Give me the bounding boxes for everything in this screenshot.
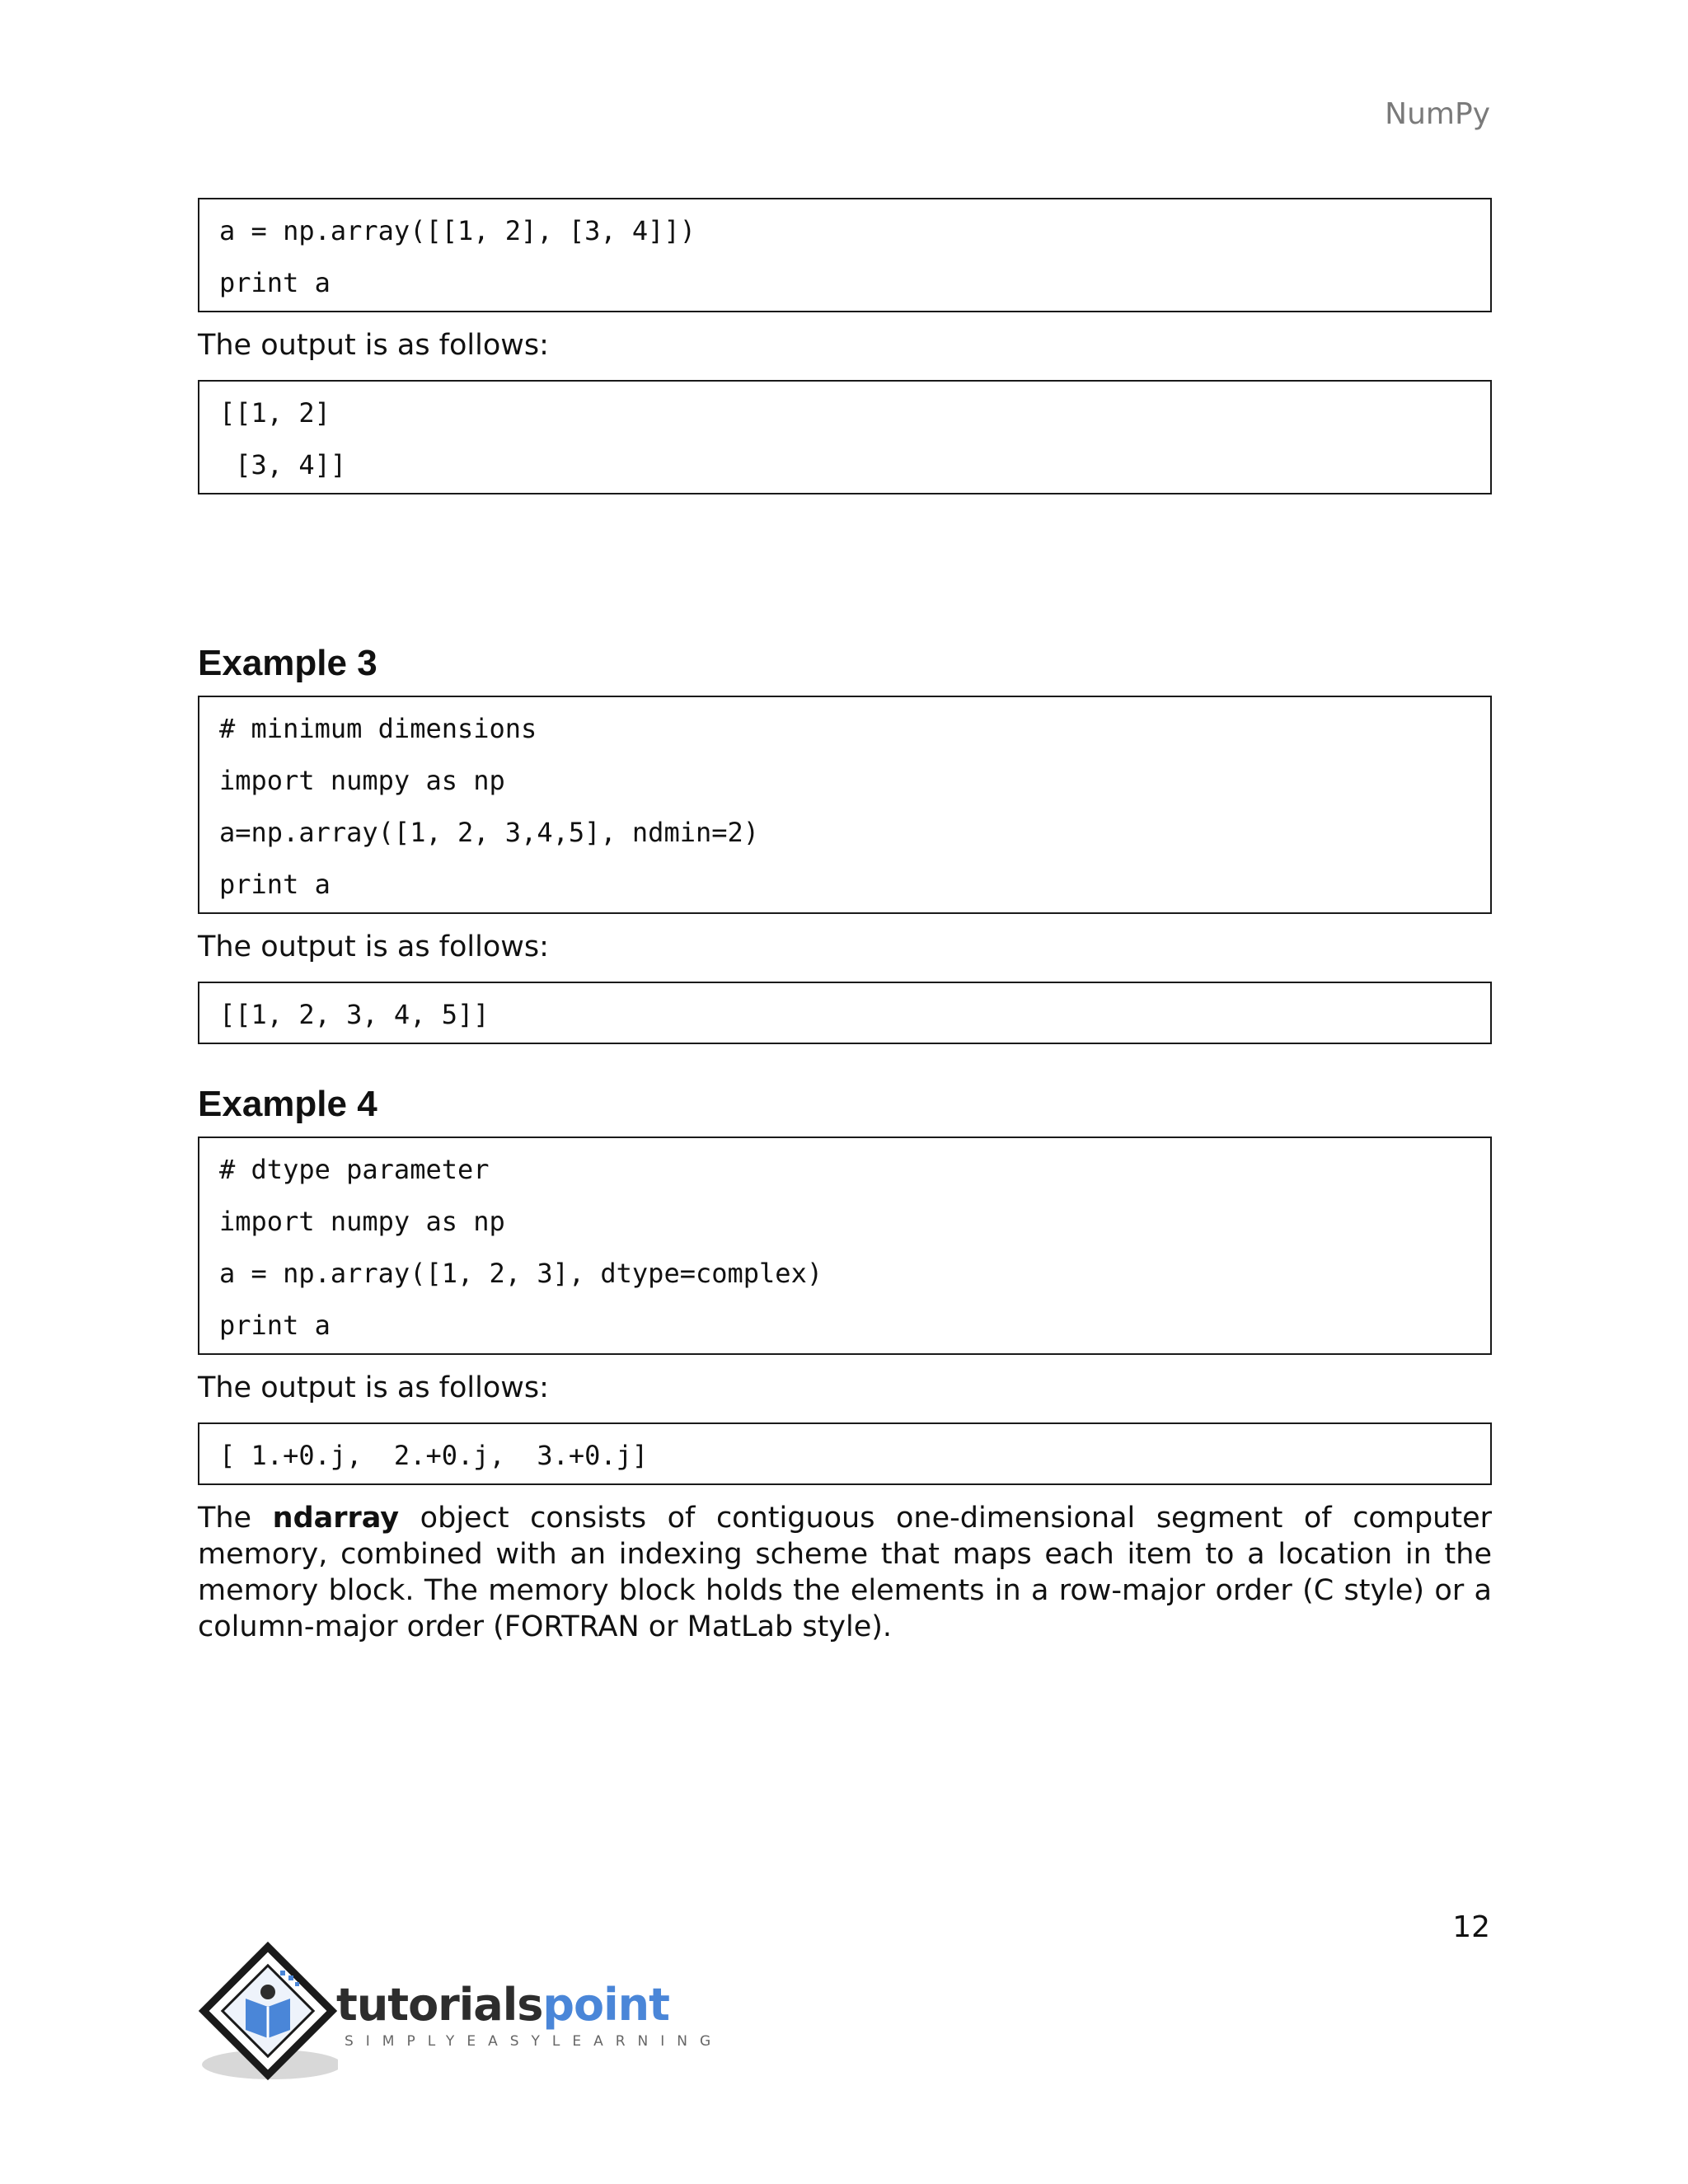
running-header: NumPy xyxy=(1385,97,1490,131)
output-line: [ 1.+0.j, 2.+0.j, 3.+0.j] xyxy=(219,1440,649,1471)
code-block-example-4 xyxy=(198,1137,1492,1355)
logo-word-tutorials: tutorials xyxy=(336,1979,543,2031)
output-label: The output is as follows: xyxy=(198,930,549,963)
output-block-example-4 xyxy=(198,1422,1492,1485)
output-block-example-3 xyxy=(198,982,1492,1044)
output-line: [3, 4]] xyxy=(219,449,347,480)
logo-wordmark xyxy=(336,1980,669,2030)
logo-word-point: point xyxy=(542,1979,669,2031)
code-line: print a xyxy=(219,267,331,298)
page-number: 12 xyxy=(1452,1910,1490,1944)
output-line: [[1, 2] xyxy=(219,397,331,429)
output-block-array-2d xyxy=(198,380,1492,494)
example-3-heading: Example 3 xyxy=(198,643,377,683)
code-line: import numpy as np xyxy=(219,765,505,796)
paragraph-prefix: The xyxy=(198,1502,273,1535)
page-content xyxy=(198,198,1492,1645)
tutorialspoint-logo xyxy=(198,1941,724,2089)
code-block-example-3 xyxy=(198,696,1492,914)
logo-tagline: SIMPLYEASYLEARNING xyxy=(345,2033,724,2050)
code-line: import numpy as np xyxy=(219,1206,505,1237)
code-line: # minimum dimensions xyxy=(219,713,537,744)
ndarray-term: ndarray xyxy=(272,1502,400,1535)
logo-emblem-icon xyxy=(198,1941,338,2089)
code-line: a = np.array([[1, 2], [3, 4]]) xyxy=(219,215,696,246)
output-label: The output is as follows: xyxy=(198,1371,549,1404)
code-line: a=np.array([1, 2, 3,4,5], ndmin=2) xyxy=(219,817,760,848)
paragraph-rest: object consists of contiguous one-dimensional segment of computer memory, combined with an indexing scheme that maps each item to a location in the memory block. The memory block holds the elements in a row-major order (C style) or a column-major order (FORTRAN or MatLab style). xyxy=(198,1502,1492,1643)
output-line: [[1, 2, 3, 4, 5]] xyxy=(219,999,490,1030)
output-label: The output is as follows: xyxy=(198,329,549,362)
code-block-array-2d xyxy=(198,198,1492,312)
code-line: print a xyxy=(219,1310,331,1341)
code-line: # dtype parameter xyxy=(219,1154,490,1185)
ndarray-description xyxy=(198,1500,1492,1645)
code-line: print a xyxy=(219,869,331,900)
code-line: a = np.array([1, 2, 3], dtype=complex) xyxy=(219,1258,823,1289)
example-4-heading: Example 4 xyxy=(198,1084,377,1124)
